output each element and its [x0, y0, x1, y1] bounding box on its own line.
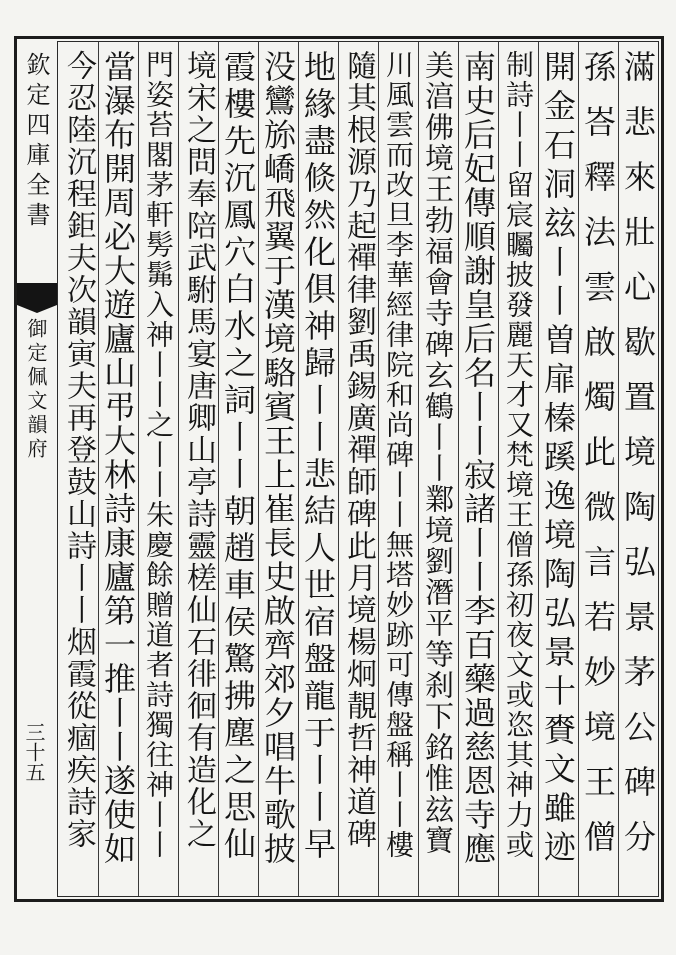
text-column: 霞樓先沉鳳穴白水之詞丨丨朝趙車侯驚拂塵之思仙	[219, 50, 257, 864]
text-column: 今忍陸沉程鉅夫次韻寅夫再登鼓山詩丨丨烟霞從痼疾詩家	[61, 50, 96, 850]
text-column: 當瀑布開周必大遊廬山弔大林詩康廬第一推丨丨遂使如	[99, 50, 137, 866]
column-rule	[458, 42, 459, 896]
column-rule	[378, 42, 379, 896]
chapter-title: 御定佩文韻府	[24, 318, 48, 462]
column-rule	[418, 42, 419, 896]
fish-tail-mark	[17, 283, 57, 305]
text-column: 美湻佛境王勃福會寺碑玄鶴丨丨鄴境劉潛平等刹下銘惟玆寶	[421, 50, 455, 856]
column-rule	[258, 42, 259, 896]
column-rule	[218, 42, 219, 896]
column-rule	[538, 42, 539, 896]
text-column: 地緣盡倐然化俱神歸丨丨悲結人世宿盤龍于丨丨早	[299, 50, 337, 864]
book-title: 欽定四庫全書	[22, 52, 50, 232]
text-column: 境宋之問奉陪武駙馬宴唐卿山亭詩靈槎仙石徘徊有造化之	[181, 50, 216, 850]
column-rule	[618, 42, 619, 896]
text-column: 滿悲來壯心歇置境陶弘景茅公碑分	[619, 50, 657, 875]
text-column: 川風雲而改旦李華經律院和尚碑丨丨無塔妙跡可傳盤稱丨丨樓	[382, 50, 415, 860]
page-number: 三十五	[22, 722, 46, 782]
column-rule	[298, 42, 299, 896]
text-column: 開金石洞玆丨丨曽扉榛蹊逸境陶弘景十賚文雖迹	[539, 50, 577, 869]
text-column: 隨其根源乃起禪律劉禹錫廣禪師碑此月境楊炯靚哲神道碑	[341, 50, 376, 850]
column-rule	[498, 42, 499, 896]
column-rule	[178, 42, 179, 896]
text-column: 門姿苔閣茅軒髣髴入神丨丨之丨丨朱慶餘贈道者詩獨往神丨丨	[142, 50, 175, 860]
text-column: 南史后妃傳順謝皇后名丨丨寂諸丨丨李百藥過慈恩寺應	[459, 50, 497, 866]
text-column: 没鸞旀嶠飛翼于漢境駱賓王上崔長史啟齊郊夕唱牛歌披	[259, 50, 297, 866]
text-column: 制詩丨丨留宸矚披發麗天才又梵境王僧孫初夜文或恣其神力或	[502, 50, 535, 860]
text-column: 孫峇釋法雲啟燭此微言若妙境王僧	[579, 50, 617, 875]
column-rule	[338, 42, 339, 896]
column-rule	[138, 42, 139, 896]
column-rule	[578, 42, 579, 896]
column-rule	[98, 42, 99, 896]
